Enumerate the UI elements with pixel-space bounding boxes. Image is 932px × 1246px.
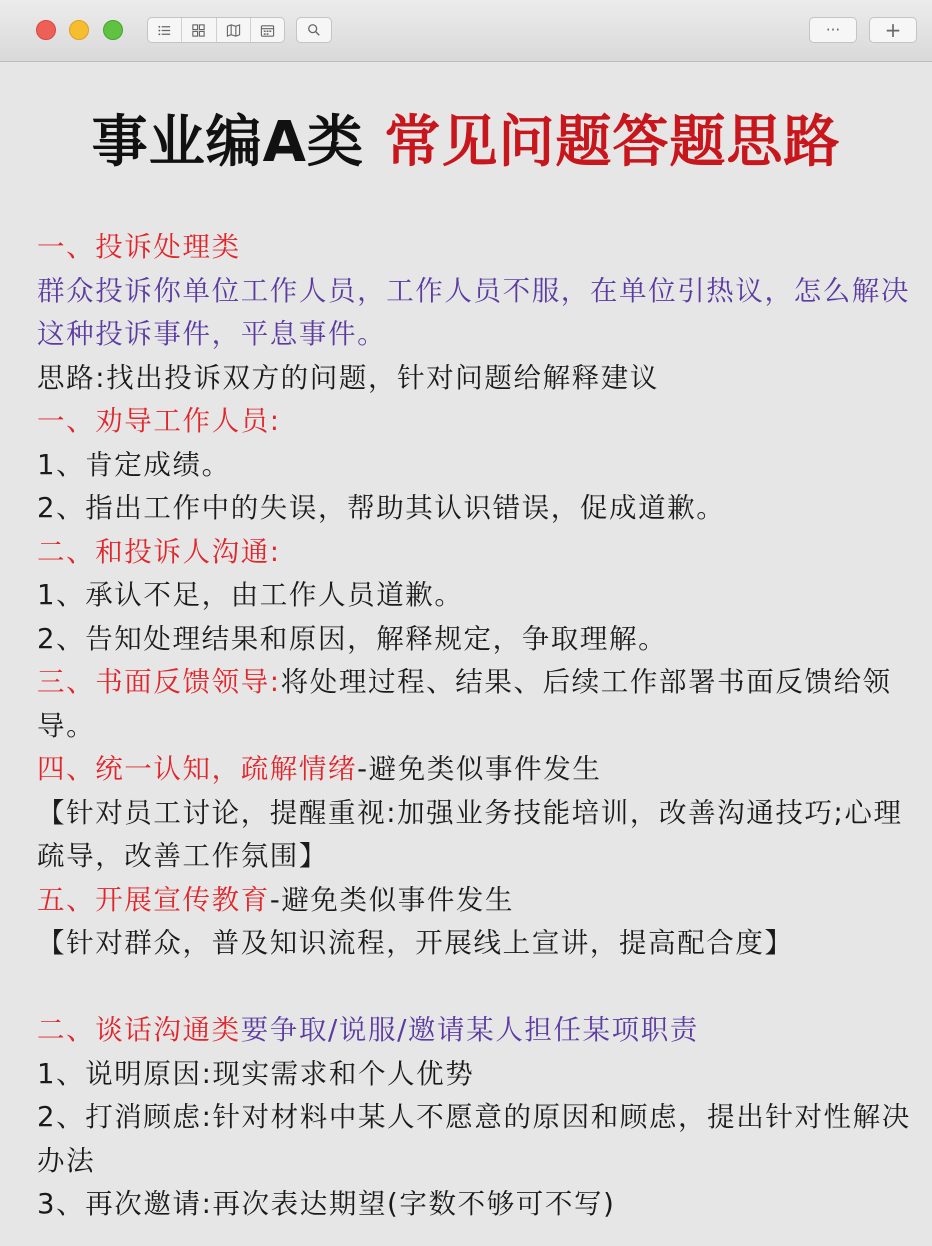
map-view-icon[interactable] [217,18,251,42]
list-item: 1、说明原因:现实需求和个人优势 [37,1057,475,1090]
list-item: 2、指出工作中的失误，帮助其认识错误，促成道歉。 [37,492,726,524]
section-question: 要争取/说服/邀请某人担任某项职责 [240,1014,699,1046]
thinking-line: 思路:找出投诉双方的问题，针对问题给解释建议 [37,361,659,394]
search-icon [307,23,321,37]
page-title [0,98,932,178]
grid-view-icon[interactable] [182,18,216,42]
minimize-window-button[interactable] [69,20,89,40]
add-button[interactable] [869,17,917,43]
step-heading: 五、开展宣传教育 [37,883,270,916]
search-button[interactable] [296,17,332,43]
section-question: 群众投诉你单位工作人员，工作人员不服，在单位引热议，怎么解决这种投诉事件，平息事件。 [37,274,910,350]
bracket-note: 【针对群众，普及知识流程，开展线上宣讲，提高配合度】 [37,927,794,959]
step-suffix: -避免类似事件发生 [269,883,515,916]
more-icon: ··· [825,21,841,39]
close-window-button[interactable] [36,20,56,40]
section-heading: 二、谈话沟通类 [37,1014,241,1046]
list-item: 2、打消顾虑:针对材料中某人不愿意的原因和顾虑，提出针对性解决办法 [37,1101,911,1177]
note-content [37,226,912,1227]
step-paragraph [37,661,912,748]
step-suffix: -避免类似事件发生 [357,753,602,785]
view-mode-segmented-control [147,17,285,43]
list-item: 2、告知处理结果和原因，解释规定，争取理解。 [37,622,668,655]
spacer [37,966,912,1010]
step-heading: 二、和投诉人沟通: [37,535,281,568]
title-part2: 常见问题答题思路 [384,110,841,175]
step-paragraph [37,879,912,923]
step-heading: 一、劝导工作人员: [37,405,281,437]
title-part1: 事业编A类 [91,110,364,175]
section-heading: 一、投诉处理类 [37,231,241,263]
plus-icon: + [884,18,902,42]
step-text: 将处理过程、结果、后续工作部署书面反馈给领导。 [37,666,892,742]
calendar-view-icon[interactable] [251,18,284,42]
step-heading: 三、书面反馈领导: [37,666,281,698]
step-paragraph [37,748,912,792]
zoom-window-button[interactable] [103,20,123,40]
list-item: 3、再次邀请:再次表达期望(字数不够可不写) [37,1188,616,1220]
bracket-note: 【针对员工讨论，提醒重视:加强业务技能培训，改善沟通技巧;心理疏导，改善工作氛围】 [37,796,903,872]
list-item: 1、承认不足，由工作人员道歉。 [37,579,464,611]
window-titlebar [0,0,932,62]
section-heading-line [37,1009,912,1053]
list-view-icon[interactable] [148,18,182,42]
step-heading: 四、统一认知，疏解情绪 [37,753,358,785]
more-button[interactable] [809,17,857,43]
list-item: 1、肯定成绩。 [37,448,231,481]
